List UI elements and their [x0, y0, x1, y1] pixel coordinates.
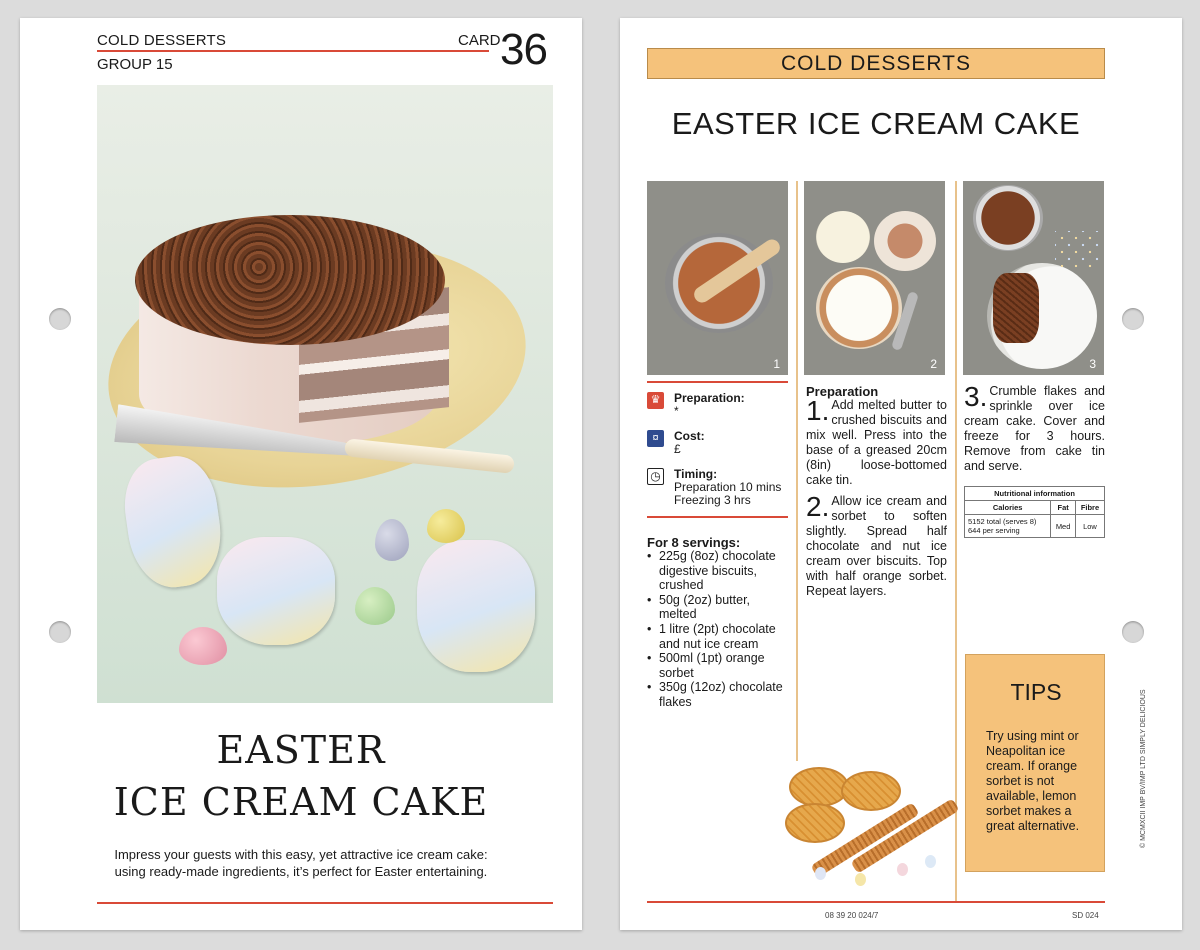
cost-label: Cost:: [674, 429, 705, 443]
calories-total: 5152 total (serves 8): [968, 517, 1037, 526]
fibre-value: Low: [1075, 515, 1104, 538]
step-photo-2: [804, 181, 945, 375]
step-number: 3.: [964, 381, 988, 412]
calories-per-serving: 644 per serving: [968, 526, 1020, 535]
card-number: 36: [500, 25, 547, 74]
easter-bunny-decoration: [417, 540, 535, 672]
preparation-heading: Preparation: [806, 384, 879, 399]
recipe-title: EASTER ICE CREAM CAKE: [671, 106, 1081, 141]
group-label: GROUP 15: [97, 56, 173, 73]
nutrition-header: Calories: [965, 501, 1051, 515]
binder-hole: [49, 621, 71, 643]
hero-photo: [97, 85, 553, 703]
binder-hole: [49, 308, 71, 330]
tips-text: Try using mint or Neapolitan ice cream. If orange sorbet is not available, lemon sorbet makes a great alternative.: [986, 729, 1080, 833]
step-photo-3: [963, 181, 1104, 375]
ingredients-rule: [647, 516, 788, 518]
section-label: COLD DESSERTS: [97, 32, 227, 49]
method-step-1: [806, 395, 947, 488]
section-banner: COLD DESSERTS: [647, 48, 1105, 79]
calories-cell: [965, 515, 1051, 538]
step-number: 2.: [806, 491, 830, 522]
footer-rule: [97, 902, 553, 904]
ingredient-item: • 50g (2oz) butter, melted: [647, 593, 789, 622]
clock-icon: ◷: [647, 468, 664, 485]
photo-number: 3: [1089, 357, 1096, 371]
step-photo-1: [647, 181, 788, 375]
binder-hole: [1122, 621, 1144, 643]
timing-line-1: Preparation 10 mins: [674, 480, 782, 494]
footer-code: 08 39 20 024/7: [825, 911, 879, 920]
recipe-description: Impress your guests with this easy, yet attractive ice cream cake: using ready-made ingredients, it’s perfect for Easter entertaining.: [114, 847, 488, 879]
ingredients-list: [647, 549, 789, 710]
mini-egg: [375, 519, 409, 561]
mini-egg: [427, 509, 465, 543]
chef-hat-icon: ♛: [647, 392, 664, 409]
ingredient-item: • 1 litre (2pt) chocolate and nut ice cream: [647, 622, 789, 651]
recipe-title-line-2: ICE CREAM CAKE: [113, 780, 489, 824]
copyright-notice: © MCMXCII IMP BV/IMP LTD SIMPLY DELICIOUS: [1140, 689, 1147, 848]
fat-value: Med: [1051, 515, 1076, 538]
header-rule: [97, 50, 489, 52]
photo-number: 2: [930, 357, 937, 371]
footer-sd-code: SD 024: [1072, 911, 1099, 920]
step-number: 1.: [806, 395, 830, 426]
nutrition-header: Fibre: [1075, 501, 1104, 515]
nutrition-caption: Nutritional information: [965, 487, 1105, 501]
front-card: [20, 18, 582, 930]
nutrition-header: Fat: [1051, 501, 1076, 515]
binder-hole: [1122, 308, 1144, 330]
preparation-label: Preparation:: [674, 391, 745, 405]
card-label: CARD: [458, 32, 501, 49]
preparation-value: *: [674, 404, 679, 418]
biscuit-illustration: [785, 763, 955, 893]
tips-box: [965, 654, 1105, 872]
step-text: Add melted butter to crushed biscuits and mix well. Press into the base of a greased 20cm (8in) loose-bottomed cake tin.: [806, 398, 947, 487]
easter-chick-decoration: [217, 537, 335, 645]
recipe-title-line-1: EASTER: [216, 728, 386, 772]
method-step-2: [806, 491, 947, 599]
method-step-3: [964, 381, 1105, 474]
nutrition-table: [964, 486, 1105, 538]
cost-value: £: [674, 442, 681, 456]
column-divider: [955, 181, 957, 901]
servings-heading: For 8 servings:: [647, 535, 741, 550]
step-text: Crumble flakes and sprinkle over ice cream cake. Cover and freeze for 3 hours. Remove from cake tin and serve.: [964, 384, 1105, 473]
step-text: Allow ice cream and sorbet to soften slightly. Spread half chocolate and nut ice cream over biscuits. Top with half orange sorbet. Repeat layers.: [806, 494, 947, 598]
ingredient-item: • 500ml (1pt) orange sorbet: [647, 651, 789, 680]
ingredient-item: • 225g (8oz) chocolate digestive biscuits, crushed: [647, 549, 789, 593]
timing-line-2: Freezing 3 hrs: [674, 493, 751, 507]
tips-title: TIPS: [1010, 679, 1062, 705]
info-rule: [647, 381, 788, 383]
ingredient-item: • 350g (12oz) chocolate flakes: [647, 680, 789, 709]
footer-rule: [647, 901, 1105, 903]
timing-label: Timing:: [674, 467, 718, 481]
back-card: [620, 18, 1182, 930]
mini-egg: [179, 627, 227, 665]
mini-egg: [355, 587, 395, 625]
column-divider: [796, 181, 798, 761]
coin-icon: ¤: [647, 430, 664, 447]
photo-number: 1: [773, 357, 780, 371]
